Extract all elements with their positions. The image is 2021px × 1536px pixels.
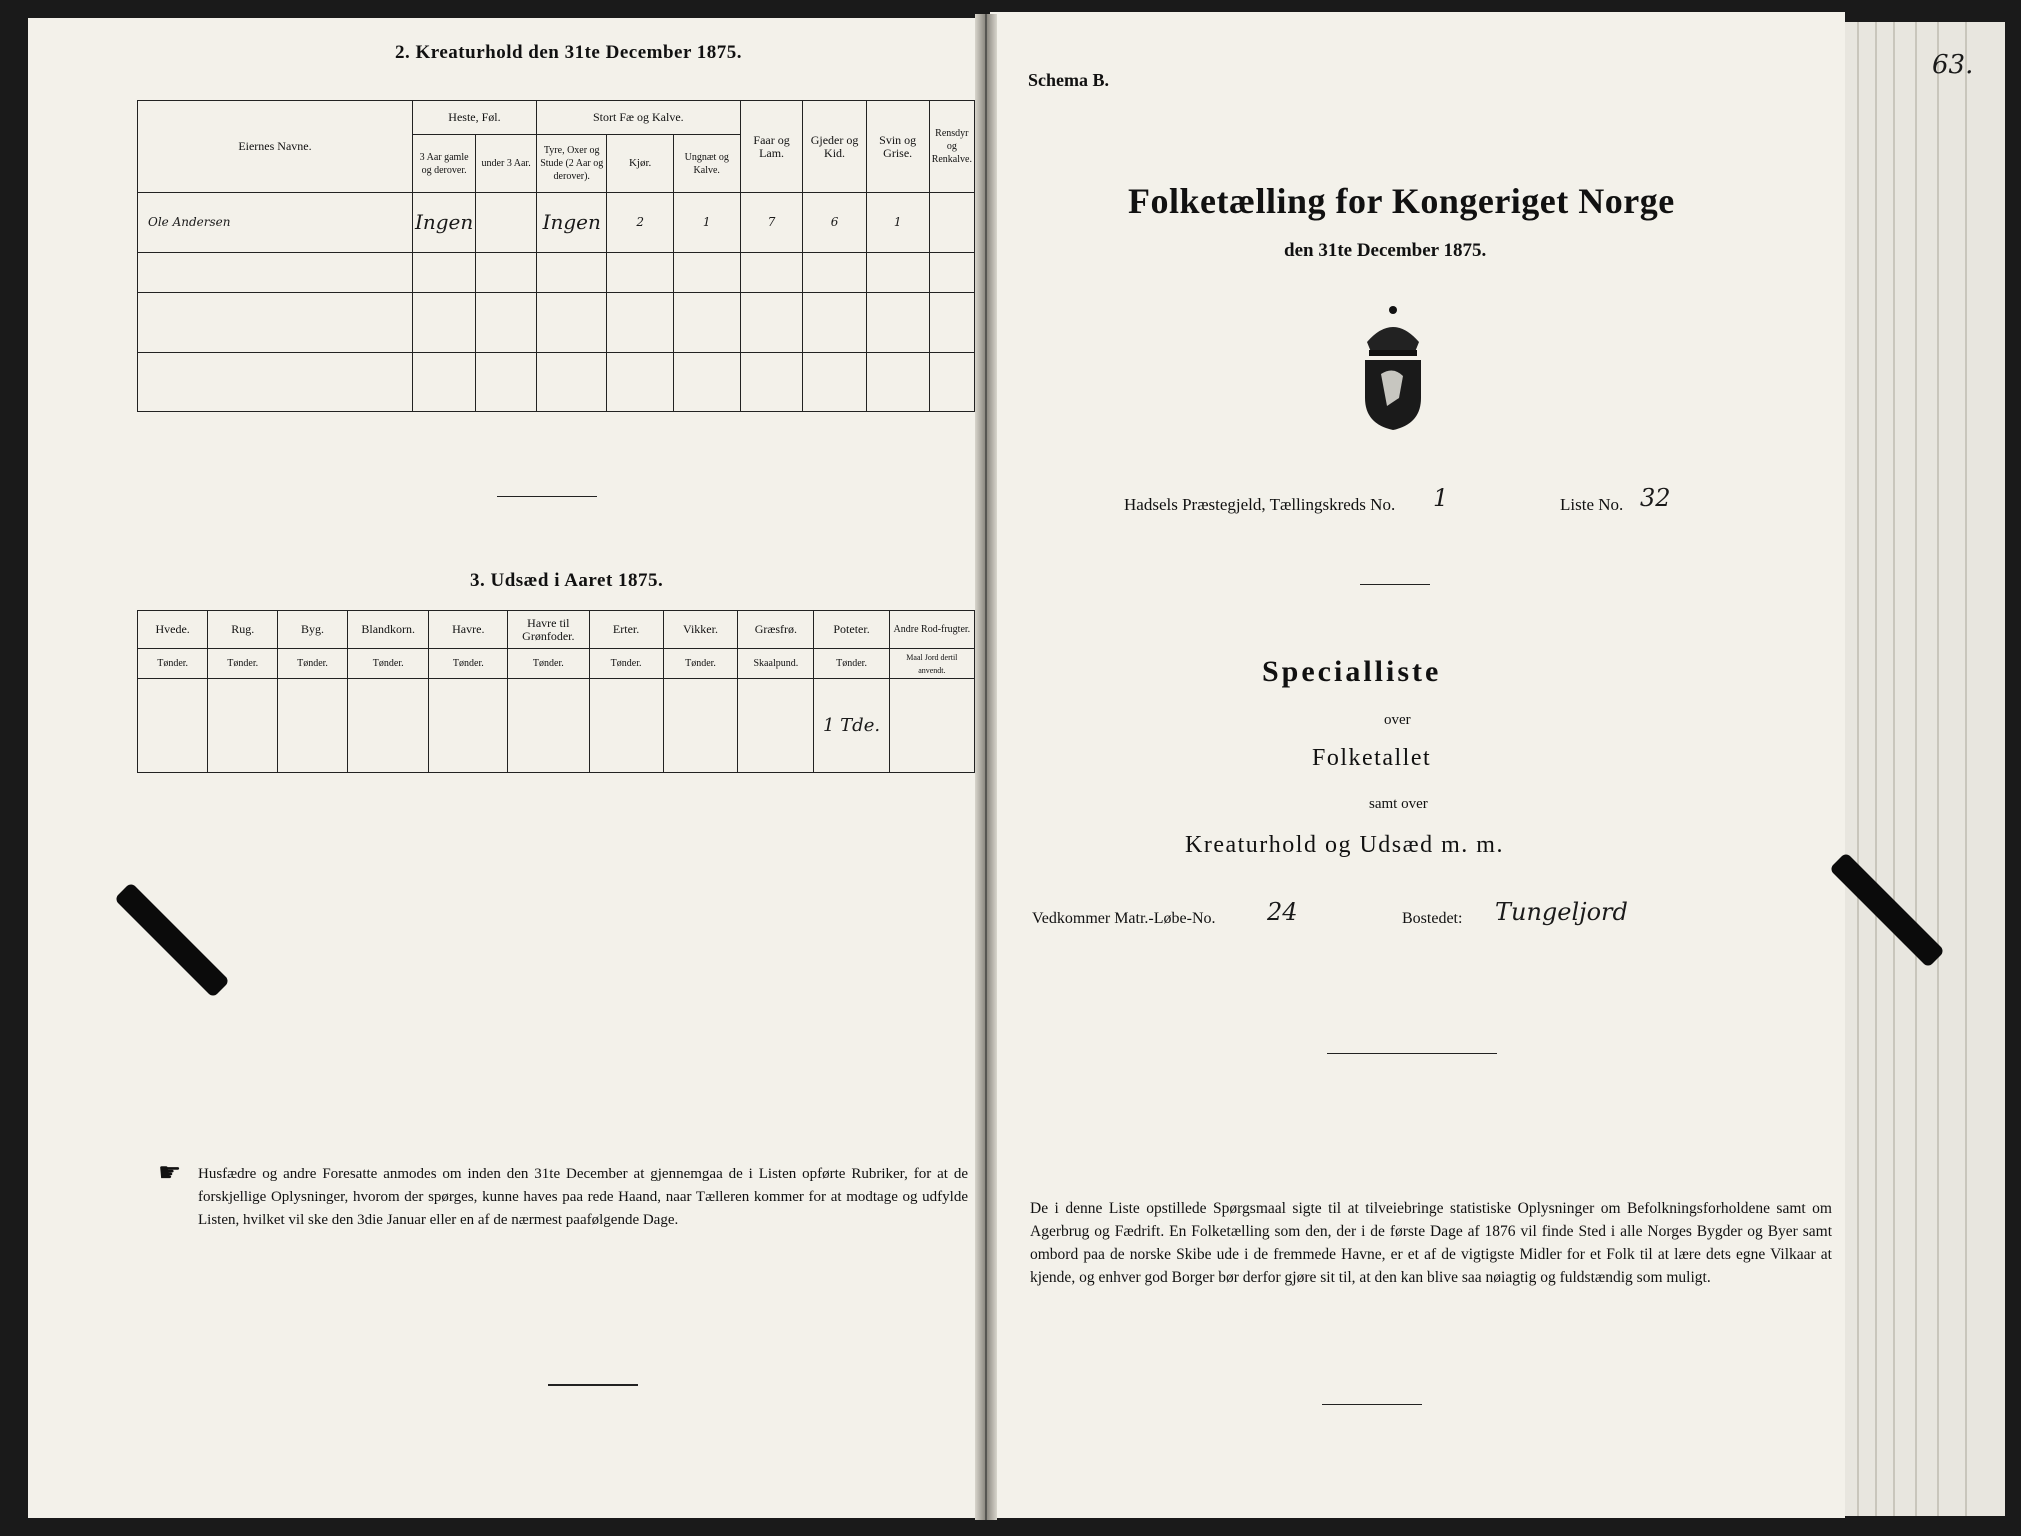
liste-number: 32 [1640, 484, 1671, 512]
seed-header-8: Græsfrø. [738, 611, 814, 649]
stort-sub3: Ungnæt og Kalve. [673, 135, 740, 193]
stort-header: Stort Fæ og Kalve. [536, 101, 740, 135]
svin-value: 1 [866, 193, 929, 253]
seed-value-cell [429, 679, 508, 773]
seed-unit-4: Tønder. [429, 649, 508, 679]
main-title: Folketælling for Kongeriget Norge [1128, 181, 1675, 221]
faar-value: 7 [740, 193, 803, 253]
page-number: 63. [1932, 50, 1974, 80]
seed-value-cell [663, 679, 738, 773]
seed-unit-5: Tønder. [508, 649, 589, 679]
seed-value-cell [589, 679, 663, 773]
specialliste-title: Specialliste [1262, 655, 1442, 688]
seed-unit-6: Tønder. [589, 649, 663, 679]
seed-header-2: Byg. [278, 611, 348, 649]
gjeder-header: Gjeder og Kid. [803, 101, 866, 193]
seed-header-7: Vikker. [663, 611, 738, 649]
section3-title: 3. Udsæd i Aaret 1875. [470, 570, 664, 591]
divider [497, 496, 597, 497]
tyre-value: Ingen [536, 193, 607, 253]
seed-header-6: Erter. [589, 611, 663, 649]
seed-value-cell [889, 679, 974, 773]
book-gutter [975, 14, 997, 1520]
seed-unit-8: Skaalpund. [738, 649, 814, 679]
seed-header-0: Hvede. [138, 611, 208, 649]
over-text: over [1384, 712, 1411, 728]
svin-header: Svin og Grise. [866, 101, 929, 193]
stort-sub2: Kjør. [607, 135, 673, 193]
folketallet-text: Folketallet [1312, 745, 1432, 771]
kreaturhold-text: Kreaturhold og Udsæd m. m. [1185, 832, 1504, 858]
faar-header: Faar og Lam. [740, 101, 803, 193]
kreds-number: 1 [1433, 484, 1449, 512]
ungnaet-value: 1 [673, 193, 740, 253]
seed-header-9: Poteter. [814, 611, 889, 649]
seed-value-cell [138, 679, 208, 773]
owner-name: Ole Andersen [138, 193, 413, 253]
subtitle: den 31te December 1875. [1284, 240, 1487, 261]
instructions-notice: Husfædre og andre Foresatte anmodes om inden den 31te December at gjennemgaa de i Listen opførte Rubriker, for at de forskjellige Oplysninger, hvorom der spørges, kunne haves paa rede Haand, naar Tælleren kommer for at modtage og udfylde Listen, hvilket vil ske den 3die Januar eller en af de nærmest paafølgende Dage. [198, 1166, 968, 1228]
heste-value: Ingen [412, 193, 475, 253]
liste-label: Liste No. [1560, 495, 1624, 514]
seed-unit-7: Tønder. [663, 649, 738, 679]
divider [548, 1384, 638, 1386]
seed-value-cell [208, 679, 278, 773]
seed-unit-0: Tønder. [138, 649, 208, 679]
seed-value-cell [347, 679, 429, 773]
parish-label: Hadsels Præstegjeld, Tællingskreds No. [1124, 495, 1396, 514]
seed-unit-1: Tønder. [208, 649, 278, 679]
poteter-value: 1 Tde. [814, 679, 889, 773]
seed-value-cell [738, 679, 814, 773]
divider [1322, 1404, 1422, 1405]
seed-table [137, 610, 975, 773]
schema-label: Schema B. [1028, 70, 1109, 90]
divider [1360, 584, 1430, 585]
seed-unit-9: Tønder. [814, 649, 889, 679]
samt-over-text: samt over [1369, 796, 1428, 812]
matr-number: 24 [1267, 898, 1298, 926]
seed-unit-10: Maal Jord dertil anvendt. [889, 649, 974, 679]
seed-unit-2: Tønder. [278, 649, 348, 679]
footer-text: De i denne Liste opstillede Spørgsmaal sigte til at tilveiebringe statistiske Oplysninger om Befolkningsforholdene samt om Agerbrug og Fædrift. En Folketælling som den, der i de første Dage af 1876 vil finde Sted i alle Norges Bygder og Byer samt ombord paa de norske Skibe ude i de fremmede Havne, er et af de vigtigste Midler for et Folk til at lære dets egne Vilkaar at kjende, og enhver god Borger bør derfor gjøre sit til, at den kan blive saa nøiagtig og fuldstændig som muligt. [1030, 1200, 1832, 1286]
seed-value-cell [508, 679, 589, 773]
owner-header: Eiernes Navne. [138, 101, 413, 193]
seed-header-1: Rug. [208, 611, 278, 649]
pointing-hand-icon: ☛ [158, 1158, 182, 1187]
gjeder-value: 6 [803, 193, 866, 253]
seed-unit-3: Tønder. [347, 649, 429, 679]
seed-header-3: Blandkorn. [347, 611, 429, 649]
heste-sub2: under 3 Aar. [476, 135, 537, 193]
stort-sub1: Tyre, Oxer og Stude (2 Aar og derover). [536, 135, 607, 193]
seed-value-cell [278, 679, 348, 773]
kjor-value: 2 [607, 193, 673, 253]
bosted-label: Bostedet: [1402, 910, 1463, 927]
coat-of-arms-icon [1353, 302, 1433, 432]
bosted-value: Tungeljord [1495, 898, 1628, 926]
ren-header: Rensdyr og Renkalve. [929, 101, 974, 193]
seed-header-5: Havre til Grønfoder. [508, 611, 589, 649]
divider [1327, 1053, 1497, 1054]
page-edges [1845, 22, 2005, 1516]
heste-header: Heste, Føl. [412, 101, 536, 135]
livestock-table [137, 100, 975, 412]
seed-header-4: Havre. [429, 611, 508, 649]
section2-title: 2. Kreaturhold den 31te December 1875. [395, 42, 743, 63]
heste-sub1: 3 Aar gamle og derover. [412, 135, 475, 193]
matr-label: Vedkommer Matr.-Løbe-No. [1032, 910, 1216, 927]
seed-header-10: Andre Rod-frugter. [889, 611, 974, 649]
